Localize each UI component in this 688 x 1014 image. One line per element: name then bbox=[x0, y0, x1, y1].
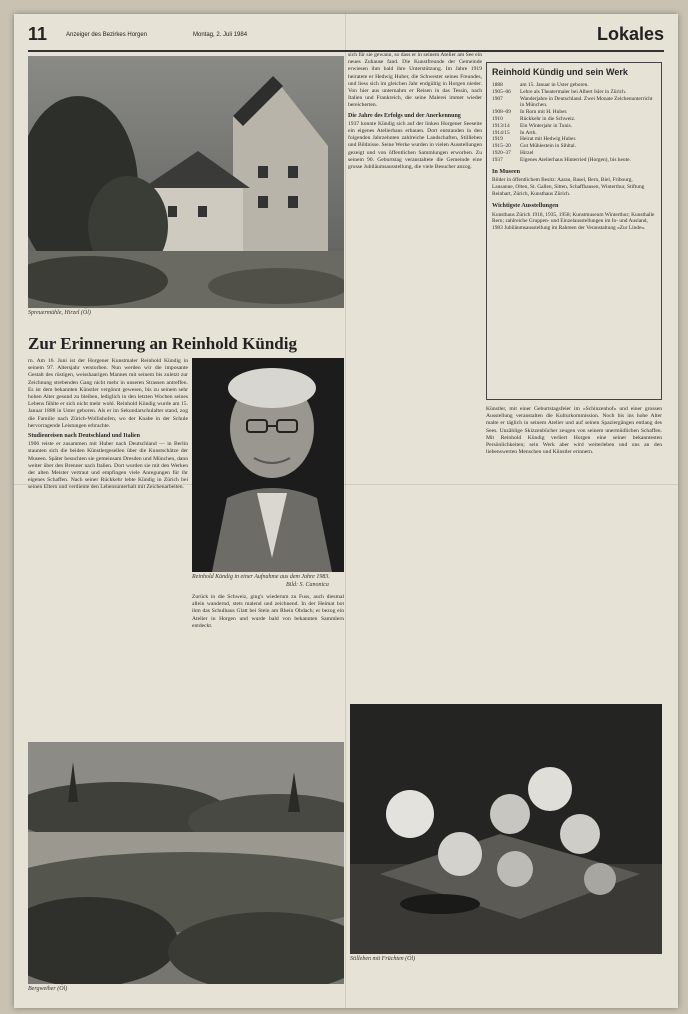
exhibitions-text: Kunsthaus Zürich 1918, 1935, 1958; Kunstmuseum Winterthur; Kunsthalle Bern; zahlreiche Gruppen- und Einzelausstellungen im In- und Ausland, 1983 Jubiläumsausstellung im Rahmen der Veranstaltung «Zur Linde». bbox=[492, 211, 655, 232]
photo-still-life bbox=[350, 704, 662, 954]
timeline-text: Eigenes Atelierhaus Hinterried (Horgen), bis heute. bbox=[520, 156, 631, 163]
timeline-year: 1937 bbox=[492, 156, 503, 163]
article-column-1 bbox=[28, 358, 188, 738]
landscape-image bbox=[28, 742, 344, 984]
publication-name: Anzeiger des Bezirkes Horgen bbox=[66, 32, 148, 38]
timeline-row bbox=[492, 136, 656, 143]
caption-portrait-credit: Bild: S. Canonica bbox=[286, 582, 329, 588]
article-column-3 bbox=[348, 52, 482, 700]
subhead-travels: Studienreisen nach Deutschland und Italien bbox=[28, 433, 140, 440]
timeline-year: 1888 bbox=[492, 82, 503, 88]
timeline-row bbox=[492, 157, 656, 164]
timeline-row bbox=[492, 143, 656, 150]
timeline-row bbox=[492, 82, 656, 89]
portrait-image bbox=[192, 358, 344, 572]
exhibitions-heading: Wichtigste Ausstellungen bbox=[492, 201, 559, 209]
timeline-row bbox=[492, 109, 656, 116]
timeline-text: Lehre als Theatermaler bei Albert Isler in Zürich. bbox=[520, 88, 627, 95]
timeline-text: am 15. Januar in Uster geboren. bbox=[520, 82, 589, 88]
timeline-row bbox=[492, 150, 656, 157]
article-intro: rn. Am 16. Juni ist der Horgener Kunstmaler Reinhold Kündig in seinem 97. Altersjahr verstorben. Nun werden wir die imposante Gestalt des rüstigen, weisshaarigen Mannes mit seinem bis zuletzt zur Zeichnung strebenden Gang nicht mehr in unseren Strassen antreffen. Es ist dem bekannten Künstler vergönnt gewesen, bis zu seinem sehr hohen Alter gesund zu bleiben, lediglich in den letzten Wochen seines Lebens fühlte er sich nicht mehr wohl. Reinhold Kündig wurde am 15. Januar 1888 in Uster geboren. Als er im Sekundarschulalter stand, zog die Familie nach Zürich-Wollishofen, wo der Knabe in der Schule hervorragende Leistungen erbrachte. bbox=[28, 358, 188, 429]
issue-date: Montag, 2. Juli 1984 bbox=[193, 32, 248, 38]
timeline-text: Wanderjahre in Deutschland. Zwei Monate Zeichenunterricht in München. bbox=[520, 95, 653, 109]
mill-building-image bbox=[28, 56, 344, 308]
article-travels: 1906 reiste er zusammen mit Huber nach Deutschland — in Berlin staunten sich die beiden Künstlergesellen über die Kunstschätze der Museen. Später besuchten sie gemeinsam Dresden und München, dann weiter über den Brenner nach Italien. Dort wurden sie mit den Werken der alten Meister vertraut und empfingen viele Anregungen für ihr eigenes Schaffen. Nach seiner Rückkehr lebte Kündig in Zürich bei seinen Eltern und verdiente den Lebensunterhalt mit Zeichenarbeiten. bbox=[28, 441, 188, 491]
timeline-text: Rückkehr in die Schweiz. bbox=[520, 115, 576, 122]
museums-text: Bilder in öffentlichem Besitz: Aarau, Basel, Bern, Biel, Fribourg, Lausanne, Olten, St. Gallen, Sitten, Schaffhausen, Winterthur, Stiftung Reinhart, Zürich, Kunsthaus Zürich. bbox=[492, 177, 645, 197]
timeline-year: 1913/14 bbox=[492, 122, 510, 129]
museums-heading: In Museen bbox=[492, 167, 521, 175]
timeline-row bbox=[492, 116, 656, 123]
photo-portrait bbox=[192, 358, 344, 572]
bio-box bbox=[486, 62, 662, 400]
timeline-year: 1920–37 bbox=[492, 149, 511, 156]
timeline-text: Hirzel bbox=[520, 149, 534, 156]
timeline-year: 1914/15 bbox=[492, 129, 510, 136]
article-headline: Zur Erinnerung an Reinhold Kündig bbox=[28, 334, 297, 353]
caption-portrait: Reinhold Kündig in einer Aufnahme aus dem Jahre 1983. bbox=[192, 574, 330, 580]
article-column-4 bbox=[486, 406, 662, 696]
bio-title: Reinhold Kündig und sein Werk bbox=[492, 67, 628, 77]
timeline-text: In Arth. bbox=[520, 129, 537, 136]
timeline-row bbox=[492, 130, 656, 137]
timeline-year: 1910 bbox=[492, 115, 503, 122]
article-horgen: sich für sie gewann, so dass er in seinem Atelier am See ein neues Zuhause fand. Die Kunstfreunde der Gemeinde erwiesen ihm bald ihre Unterstützung. Im Jahre 1919 heiratete er Hedwig Huber, die Schwester seines Freundes, und liess sich im gleichen Jahr endgültig in Horgen nieder. Von hier aus unternahm er Reisen in das Tessin, nach Italien und Frankreich, die seine Malerei immer wieder bereicherten. bbox=[348, 52, 482, 109]
article-column-2 bbox=[192, 594, 344, 734]
caption-mill: Spreuermühle, Hirzel (Öl) bbox=[28, 310, 91, 316]
masthead bbox=[28, 22, 664, 52]
newspaper-page bbox=[14, 14, 678, 1008]
timeline-text: Gut Mühlestein in Sihltal. bbox=[520, 143, 577, 150]
timeline-year: 1907 bbox=[492, 95, 503, 102]
photo-landscape bbox=[28, 742, 344, 984]
caption-still-life: Stilleben mit Früchten (Öl) bbox=[350, 956, 416, 962]
timeline-year: 1915–20 bbox=[492, 143, 511, 150]
timeline-text: Heirat mit Hedwig Huber. bbox=[520, 136, 577, 143]
bio-timeline bbox=[492, 82, 656, 164]
section-title: Lokales bbox=[596, 24, 664, 44]
article-success: 1937 konnte Kündig sich auf der linken Horgener Seeseite ein eigenes Atelierhaus erbauen. Dort entstanden in den folgenden Jahrzehnten zahlreiche Landschaften, Stillleben und Bildnisse. Seine Werke wurden in vielen Ausstellungen gezeigt und von öffentlichen Sammlungen erworben. Zu seinem 90. Geburtstag veranstaltete die Gemeinde eine grosse Jubiläumsausstellung, die viele Besucher anzog. bbox=[348, 120, 482, 171]
photo-mill-building bbox=[28, 56, 344, 308]
timeline-text: Ein Winterjahr in Tunis. bbox=[520, 122, 573, 129]
caption-landscape: Bergweiher (Öl) bbox=[28, 986, 68, 992]
article-closing: Künstler, mit einer Geburtstagsfeier im «Schinzenhof» und einer grossen Ausstellung veranstalten die Kulturkommission. Noch bis ins hohe Alter malte er täglich in seinem Atelier und auf seinen Spaziergängen entlang des Sees. Unzählige Skizzenbücher zeugen von seinem unermüdlichen Schaffen. Mit Reinhold Kündig verliert Horgen eine seiner bekanntesten Persönlichkeiten; sein Werk aber wird weiterleben und uns an den liebenswerten Menschen und Künstler erinnern. bbox=[486, 406, 662, 456]
still-life-image bbox=[350, 704, 662, 954]
subhead-success: Die Jahre des Erfolgs und der Anerkennung bbox=[348, 112, 461, 119]
timeline-year: 1908–09 bbox=[492, 109, 511, 116]
timeline-row bbox=[492, 89, 656, 96]
timeline-year: 1905–06 bbox=[492, 88, 511, 95]
page-number: 11 bbox=[28, 24, 48, 44]
timeline-row bbox=[492, 96, 656, 110]
article-return: Zurück in die Schweiz, ging's wiederum zu Fuss, auch diesmal allein wandernd, stets malend und zeichnend. In der Heimat bot ihm das Schulhaus Glatt bei Stein am Rhein Obdach; er bezog ein Atelier in Horgen und wurde bald von bekannten Sammlern entdeckt. bbox=[192, 594, 344, 629]
timeline-year: 1919 bbox=[492, 136, 503, 143]
timeline-row bbox=[492, 123, 656, 130]
timeline-text: In Rom mit H. Huber. bbox=[520, 109, 568, 116]
